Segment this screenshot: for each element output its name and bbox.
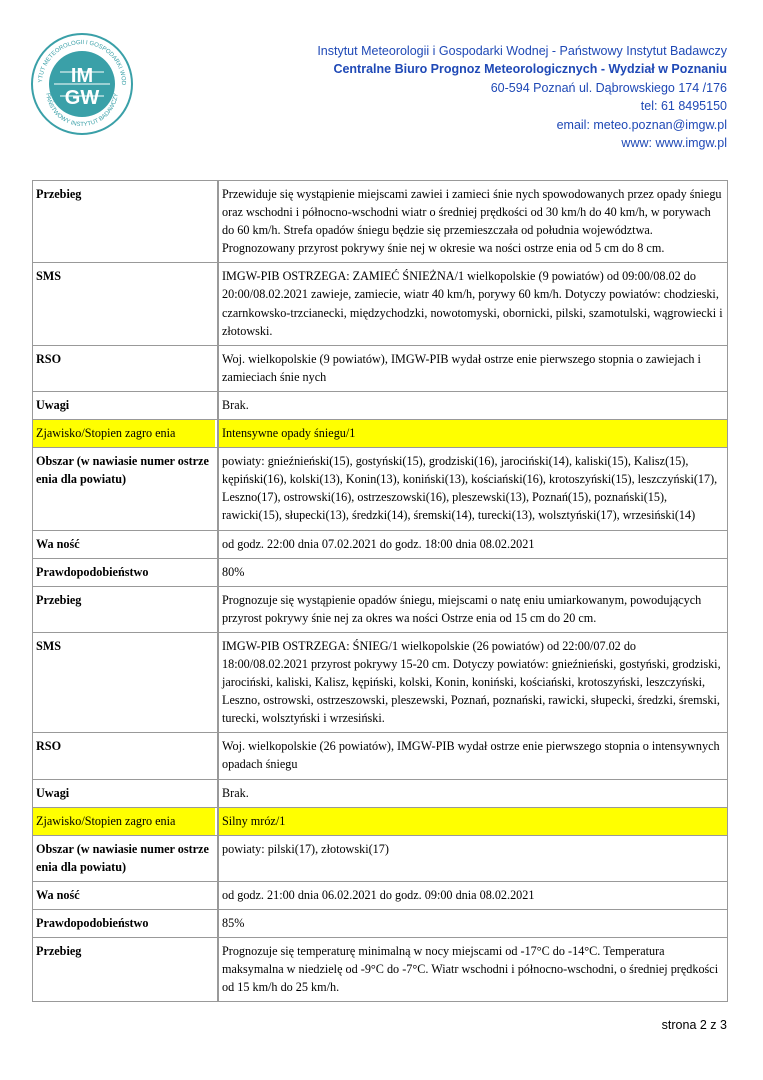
table-row: [33, 181, 728, 263]
table-row: [33, 882, 728, 910]
phone: tel: 61 8495150: [640, 99, 727, 114]
table-row: [33, 808, 728, 836]
table-row: [33, 733, 728, 779]
address: 60-594 Poznań ul. Dąbrowskiego 174 /176: [490, 80, 727, 95]
row-label: Wa ność: [33, 882, 218, 910]
row-label: RSO: [33, 346, 218, 392]
table-row: [33, 587, 728, 633]
table-row: [33, 910, 728, 938]
row-label: Obszar (w nawiasie numer ostrze enia dla powiatu): [33, 448, 218, 530]
page-number: strona 2 z 3: [661, 1018, 727, 1032]
email: email: meteo.poznan@imgw.pl: [556, 117, 727, 132]
row-value: Prognozuje się wystąpienie opadów śniegu, miejscami o natę eniu umiarkowanym, powodujących przyrost pokrywy śnie nej za okres wa ności Ostrze enia od 15 cm do 20 cm.: [218, 587, 728, 633]
website: www: www.imgw.pl: [621, 136, 727, 151]
row-label: Uwagi: [33, 780, 218, 808]
row-value: Brak.: [218, 780, 728, 808]
row-label: RSO: [33, 733, 218, 779]
row-label: Obszar (w nawiasie numer ostrze enia dla powiatu): [33, 836, 218, 882]
table-row: [33, 938, 728, 1002]
row-value: 80%: [218, 559, 728, 587]
row-value: Prognozuje się temperaturę minimalną w nocy miejscami od -17°C do -14°C. Temperatura maksymalna w niedzielę od -9°C do -7°C. Wiatr wschodni i północno-wschodni, o średniej prędkości od 15 km/h do 25 km/h.: [218, 938, 728, 1002]
table-row: [33, 392, 728, 420]
table-row: [33, 836, 728, 882]
row-value: Woj. wielkopolskie (26 powiatów), IMGW-PIB wydał ostrze enie pierwszego stopnia o intensywnych opadach śniegu: [218, 733, 728, 779]
row-label: Prawdopodobieństwo: [33, 910, 218, 938]
row-label: Zjawisko/Stopien zagro enia: [33, 420, 218, 448]
warning-table: [32, 180, 728, 1002]
row-value: Brak.: [218, 392, 728, 420]
table-row: [33, 448, 728, 530]
row-label: SMS: [33, 633, 218, 733]
row-label: SMS: [33, 263, 218, 345]
table-row: [33, 559, 728, 587]
svg-text:PAŃSTWOWY INSTYTUT BADAWCZY: PAŃSTWOWY INSTYTUT BADAWCZY: [44, 92, 120, 129]
row-label: Przebieg: [33, 181, 218, 263]
svg-text:GW: GW: [64, 87, 100, 109]
row-label: Wa ność: [33, 531, 218, 559]
row-label: Przebieg: [33, 587, 218, 633]
institute-header: [317, 42, 727, 152]
table-row: [33, 531, 728, 559]
row-value: IMGW-PIB OSTRZEGA: ZAMIEĆ ŚNIEŻNA/1 wielkopolskie (9 powiatów) od 09:00/08.02 do 20:00/08.02.2021 zawieje, zamiecie, wiatr 40 km/h, porywy 60 km/h. Dotyczy powiatów: chodzieski, czarnkowsko-trzcianecki, międzychodzki, nowotomyski, obornicki, pilski, szamotulski, wągrowiecki i złotowski.: [218, 263, 728, 345]
row-value: Woj. wielkopolskie (9 powiatów), IMGW-PIB wydał ostrze enie pierwszego stopnia o zawiejach i zamieciach śnie nych: [218, 346, 728, 392]
row-value: od godz. 22:00 dnia 07.02.2021 do godz. 18:00 dnia 08.02.2021: [218, 531, 728, 559]
row-value: Przewiduje się wystąpienie miejscami zawiei i zamieci śnie nych spowodowanych przez opady śniegu oraz wschodni i północno-wschodni wiatr o średniej prędkości od 30 km/h do 40 km/h, w porywach do 60 km/h. Strefa opadów śniegu będzie się przemieszczała od południa województwa. Prognozowany przyrost pokrywy śnie nej w okresie wa ności ostrze enia od 5 cm do 8 cm.: [218, 181, 728, 263]
row-value: Silny mróz/1: [218, 808, 728, 836]
row-value: powiaty: pilski(17), złotowski(17): [218, 836, 728, 882]
table-row: [33, 420, 728, 448]
row-label: Przebieg: [33, 938, 218, 1002]
row-label: Zjawisko/Stopien zagro enia: [33, 808, 218, 836]
table-row: [33, 780, 728, 808]
row-value: powiaty: gnieźnieński(15), gostyński(15), grodziski(16), jarociński(14), kaliski(15), Kalisz(15), kępiński(16), kolski(13), Konin(13), koniński(13), kościański(16), krotoszyński(15), leszczyński(17), Leszno(17), ostrowski(16), ostrzeszowski(16), pleszewski(13), Poznań(15), poznański(15), rawicki(15), słupecki(13), średzki(14), śremski(14), turecki(13), wolsztyński(17), wrzesiński(14): [218, 448, 728, 530]
imgw-logo: [30, 32, 134, 136]
office-name: Centralne Biuro Prognoz Meteorologicznych - Wydział w Poznaniu: [333, 62, 727, 77]
table-row: [33, 633, 728, 733]
table-row: [33, 346, 728, 392]
svg-text:INSTYTUT METEOROLOGII I GOSPOD: YTUT METEOROLOGII I GOSPODARKI WOD: [37, 39, 127, 86]
row-value: Intensywne opady śniegu/1: [218, 420, 728, 448]
row-label: Prawdopodobieństwo: [33, 559, 218, 587]
svg-text:IM: IM: [70, 65, 94, 87]
row-value: od godz. 21:00 dnia 06.02.2021 do godz. 09:00 dnia 08.02.2021: [218, 882, 728, 910]
table-row: [33, 263, 728, 345]
row-value: 85%: [218, 910, 728, 938]
institute-name: Instytut Meteorologii i Gospodarki Wodnej - Państwowy Instytut Badawczy: [317, 44, 727, 58]
row-value: IMGW-PIB OSTRZEGA: ŚNIEG/1 wielkopolskie (26 powiatów) od 22:00/07.02 do 18:00/08.02.2021 przyrost pokrywy 15-20 cm. Dotyczy powiatów: gnieźnieński, gostyński, grodziski, jarociński, kaliski, Kalisz, kępiński, kolski, Konin, koniński, kościański, krotoszyński, leszczyński, Leszno, ostrowski, ostrzeszowski, pleszewski, Poznań, poznański, rawicki, słupecki, średzki, śremski, turecki, wolsztyński i wrzesiński.: [218, 633, 728, 733]
row-label: Uwagi: [33, 392, 218, 420]
